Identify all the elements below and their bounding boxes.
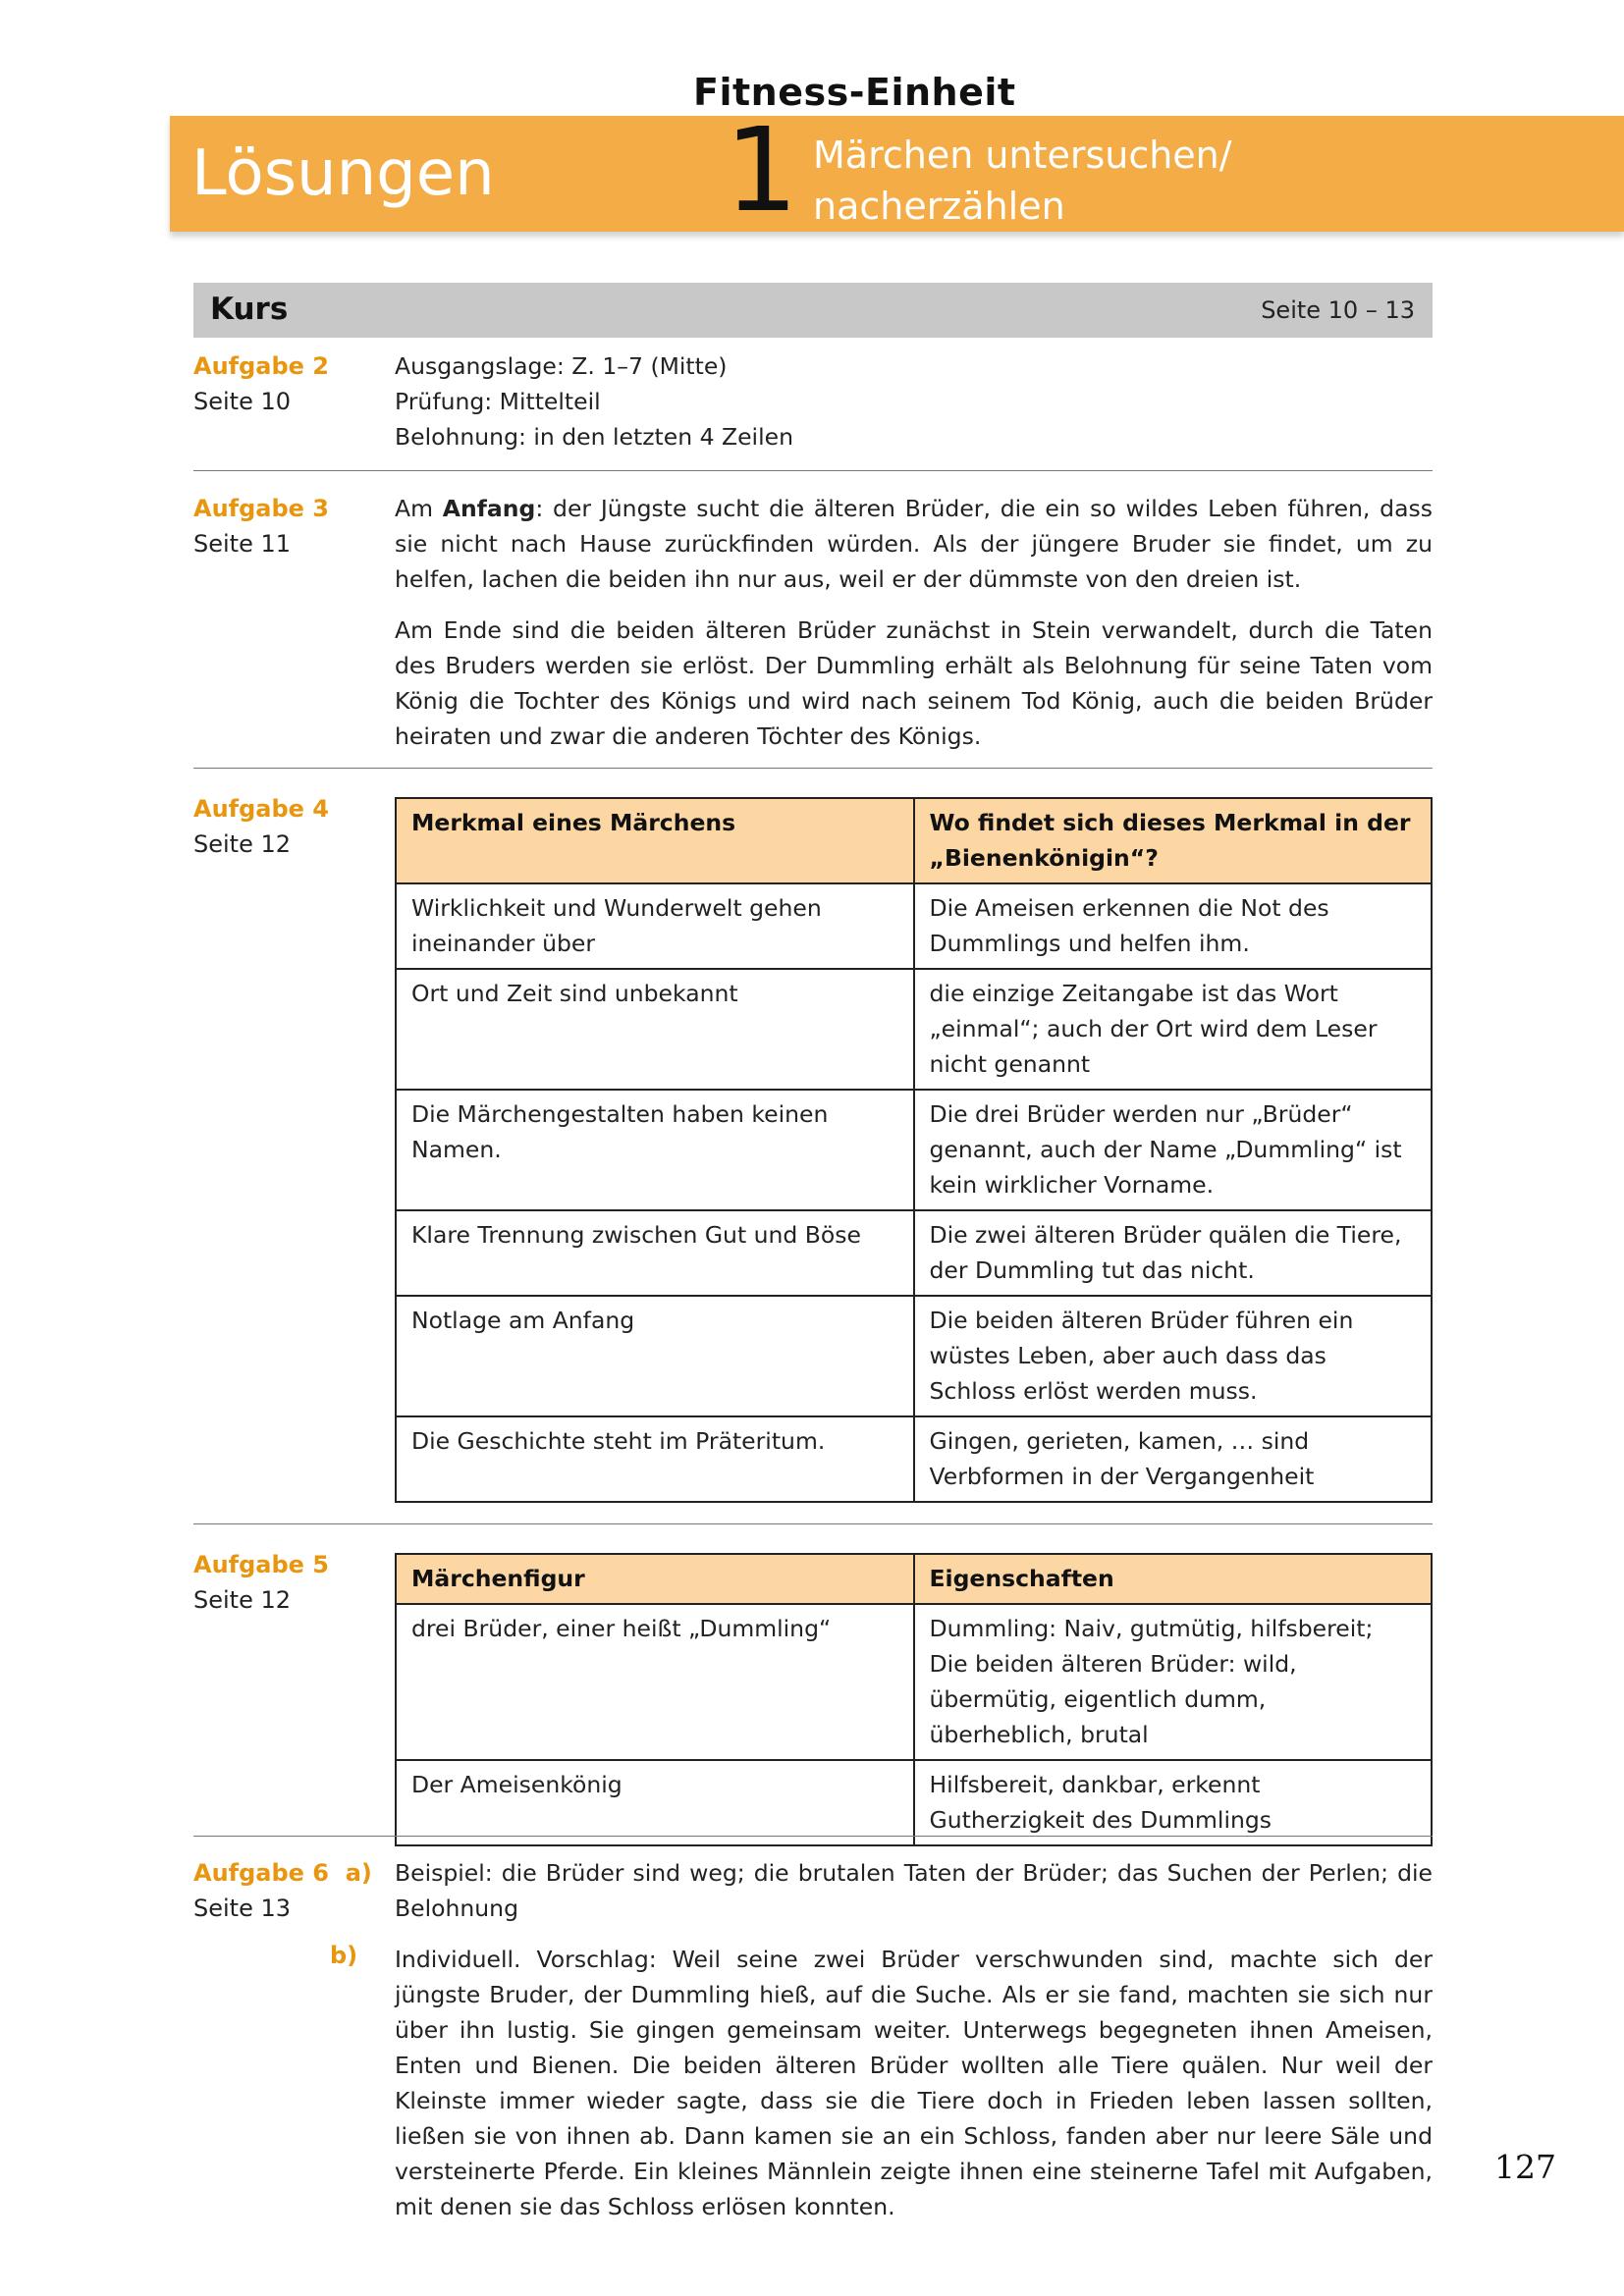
table-cell: Hilfsbereit, dankbar, erkennt Gutherzigkeit des Dummlings <box>914 1760 1433 1845</box>
divider <box>193 1836 1433 1837</box>
table-row <box>396 883 1432 969</box>
fairy-tale-features-table <box>395 797 1433 1503</box>
table-cell: Die Geschichte steht im Präteritum. <box>396 1416 914 1502</box>
table-cell: Die beiden älteren Brüder führen ein wüstes Leben, aber auch dass das Schloss erlöst werden muss. <box>914 1296 1433 1416</box>
task-title: Aufgabe 5 <box>193 1551 329 1578</box>
table-cell: Notlage am Anfang <box>396 1296 914 1416</box>
text-run: : der Jüngste sucht die älteren Brüder, die ein so wildes Leben führen, dass sie nicht nach Hause zurückfinden würden. Als der jüngere Bruder sie findet, um zu helfen, lachen die beiden ihn nur aus, weil er der dümmste von den dreien ist. <box>395 495 1433 593</box>
table-row <box>396 1604 1432 1760</box>
answer-line: Ausgangslage: Z. 1–7 (Mitte) <box>395 352 728 380</box>
answer-line: Belohnung: in den letzten 4 Zeilen <box>395 423 793 451</box>
table-row <box>396 969 1432 1090</box>
task-label-3 <box>193 491 329 561</box>
task-label-6 <box>193 1855 372 1926</box>
fitness-unit-label: Fitness-Einheit <box>693 71 1016 114</box>
task-part-label-b: b) <box>330 1942 358 1969</box>
task-label-5 <box>193 1547 329 1618</box>
answer-line: Prüfung: Mittelteil <box>395 388 601 415</box>
task-page: Seite 12 <box>193 1586 292 1614</box>
table-row <box>396 1090 1432 1210</box>
answer-paragraph <box>395 491 1433 597</box>
unit-subtitle-line-2: nacherzählen <box>813 185 1065 228</box>
divider <box>193 768 1433 769</box>
task-title: Aufgabe 3 <box>193 495 329 522</box>
table-cell: Die Märchengestalten haben keinen Namen. <box>396 1090 914 1210</box>
task-page: Seite 12 <box>193 830 292 858</box>
text-run: Am <box>395 495 443 522</box>
table-cell: Klare Trennung zwischen Gut und Böse <box>396 1210 914 1296</box>
bold-keyword: Anfang <box>442 495 536 522</box>
table-row <box>396 1296 1432 1416</box>
table-header-cell: Merkmal eines Märchens <box>396 798 914 883</box>
task-page: Seite 11 <box>193 530 292 558</box>
task-label-2 <box>193 348 329 419</box>
table-row <box>396 1416 1432 1502</box>
table-cell: die einzige Zeitangabe ist das Wort „einmal“; auch der Ort wird dem Leser nicht genannt <box>914 969 1433 1090</box>
task-title: Aufgabe 2 <box>193 352 329 380</box>
table-cell: Der Ameisenkönig <box>396 1760 914 1845</box>
table-header-cell: Märchenfigur <box>396 1554 914 1604</box>
task-label-4 <box>193 791 329 862</box>
table-header-cell: Eigenschaften <box>914 1554 1433 1604</box>
page-title: Lösungen <box>191 137 495 210</box>
task-page: Seite 10 <box>193 388 292 415</box>
unit-subtitle-line-1: Märchen untersuchen/ <box>813 133 1232 177</box>
answer-paragraph: Am Ende sind die beiden älteren Brüder zunächst in Stein verwandelt, durch die Taten des Bruders werden sie erlöst. Der Dummling erhält als Belohnung für seine Taten vom König die Tochter des Königs und wird nach seinem Tod König, auch die beiden Brüder heiraten und zwar die anderen Töchter des Königs. <box>395 616 1433 750</box>
table-header-row <box>396 798 1432 883</box>
header-banner <box>170 102 1624 238</box>
table-cell: Wirklichkeit und Wunderwelt gehen ineinander über <box>396 883 914 969</box>
table-header-cell: Wo findet sich dieses Merkmal in der „Bienenkönigin“? <box>914 798 1433 883</box>
table-cell: Gingen, gerieten, kamen, … sind Verbformen in der Vergangenheit <box>914 1416 1433 1502</box>
task-6a-answer <box>395 1855 1433 1926</box>
divider <box>193 1523 1433 1524</box>
table-row <box>396 1210 1432 1296</box>
section-bar-kurs <box>193 283 1433 338</box>
characters-table <box>395 1553 1433 1846</box>
table-header-row <box>396 1554 1432 1604</box>
task-2-answer <box>395 348 1433 454</box>
section-title: Kurs <box>210 292 289 327</box>
section-page-range: Seite 10 – 13 <box>1261 296 1415 324</box>
task-6b-answer <box>395 1942 1433 2224</box>
table-cell: Ort und Zeit sind unbekannt <box>396 969 914 1090</box>
divider <box>193 470 1433 471</box>
unit-subtitle <box>813 130 1232 232</box>
answer-paragraph: Individuell. Vorschlag: Weil seine zwei Brüder verschwunden sind, machte sich der jüngste Bruder, der Dummling hieß, auf die Suche. Als er sie fand, machten sie sich nur über ihn lustig. Sie gingen gemeinsam weiter. Unterwegs begegneten ihnen Ameisen, Enten und Bienen. Die beiden älteren Brüder wollten alle Tiere quälen. Nur weil der Kleinste immer wieder sagte, dass sie die Tiere doch in Frieden leben lassen sollten, ließen sie von ihnen ab. Dann kamen sie an ein Schloss, fanden aber nur leere Säle und versteinerte Pferde. Ein kleines Männlein zeigte ihnen eine steinerne Tafel mit Aufgaben, mit denen sie das Schloss erlösen konnten. <box>395 1946 1433 2220</box>
page-number: 127 <box>1494 2148 1556 2186</box>
table-row <box>396 1760 1432 1845</box>
table-cell: Die drei Brüder werden nur „Brüder“ genannt, auch der Name „Dummling“ ist kein wirklicher Vorname. <box>914 1090 1433 1210</box>
answer-paragraph: Beispiel: die Brüder sind weg; die brutalen Taten der Brüder; das Suchen der Perlen; die Belohnung <box>395 1859 1433 1922</box>
task-page: Seite 13 <box>193 1895 292 1922</box>
table-cell: Die Ameisen erkennen die Not des Dummlings und helfen ihm. <box>914 883 1433 969</box>
task-title-text: Aufgabe 6 <box>193 1859 329 1887</box>
task-part-label-a: a) <box>345 1859 372 1887</box>
task-3-answer <box>395 491 1433 754</box>
table-cell: Dummling: Naiv, gutmütig, hilfsbereit; Die beiden älteren Brüder: wild, übermütig, eigentlich dumm, überheblich, brutal <box>914 1604 1433 1760</box>
table-cell: drei Brüder, einer heißt „Dummling“ <box>396 1604 914 1760</box>
task-title: Aufgabe 4 <box>193 795 329 823</box>
task-title <box>193 1855 372 1891</box>
table-cell: Die zwei älteren Brüder quälen die Tiere, der Dummling tut das nicht. <box>914 1210 1433 1296</box>
unit-number: 1 <box>725 102 799 238</box>
